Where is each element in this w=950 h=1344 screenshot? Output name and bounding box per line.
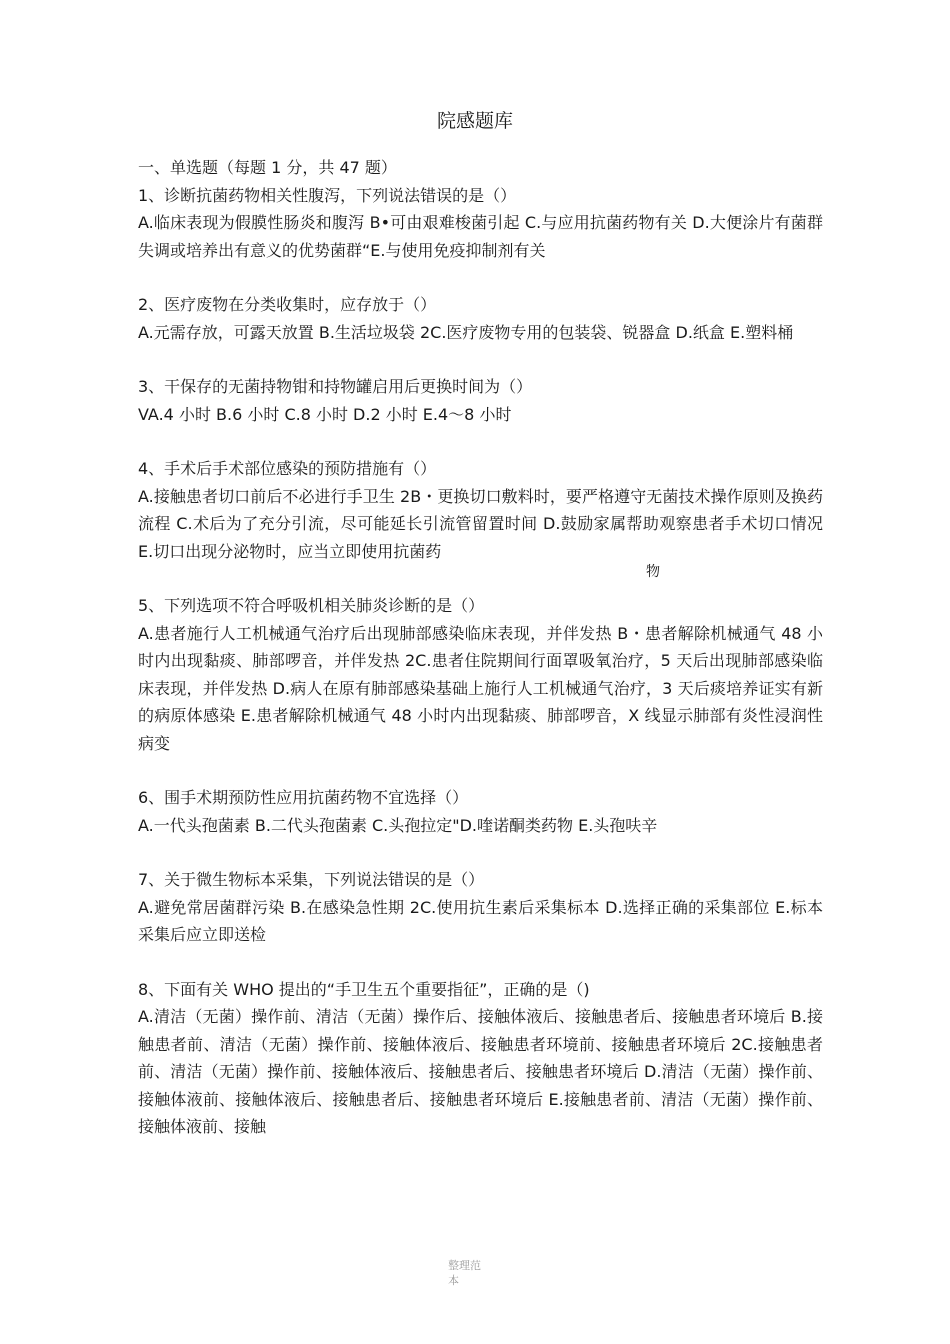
question-options: A.元需存放，可露天放置 B.生活垃圾袋 2C.医疗废物专用的包装袋、锐器盒 D.纸盒 E.塑料桶 [138,322,794,342]
question-options: A.接触患者切口前后不必进行手卫生 2B・更换切口敷料时，要严格遵守无菌技术操作原则及换药流程 C.术后为了充分引流，尽可能延长引流管留置时间 D.鼓励家属帮助观察患者手术切口情况 E.切口出现分泌物时，应当立即使用抗菌药 [138,486,823,561]
question-5 [138,592,823,757]
question-6 [138,784,823,839]
question-options: VA.4 小时 B.6 小时 C.8 小时 D.2 小时 E.4〜8 小时 [138,404,512,424]
question-stem: 7、关于微生物标本采集，下列说法错误的是（） [138,870,485,889]
document-body [138,154,823,1168]
question-options: A.清洁（无菌）操作前、清洁（无菌）操作后、接触体液后、接触患者后、接触患者环境后 B.接触患者前、清洁（无菌）操作前、接触体液后、接触患者环境前、接触患者环境后 2C.接触患者前、清洁（无菌）操作前、接触体液后、接触患者后、接触患者环境后 D.清洁（无菌）操作前、接触体液前、接触体液后、接触患者后、接触患者环境后 E.接触患者前、清洁（无菌）操作前、接触体液前、接触 [138,1007,823,1136]
page-footer: 整理范本 [448,1259,481,1287]
question-stem: 5、下列选项不符合呼吸机相关肺炎诊断的是（） [138,596,485,615]
document-title: 院感题库 [436,110,513,132]
question-stem: 1、诊断抗菌药物相关性腹泻，下列说法错误的是（） [138,185,517,205]
question-8 [138,976,823,1141]
question-2 [138,291,823,346]
question-options: A.一代头孢菌素 B.二代头孢菌素 C.头孢拉定"D.喹诺酮类药物 E.头孢呋辛 [138,815,658,835]
question-stem: 2、医疗废物在分类收集时，应存放于（） [138,295,437,314]
question-4 [138,455,823,565]
question-7 [138,866,823,949]
question-options: A.临床表现为假膜性肠炎和腹泻 B•可由艰难梭菌引起 C.与应用抗菌药物有关 D.大便涂片有菌群失调或培养出有意义的优势菌群“E.与使用免疫抑制剂有关 [138,213,823,260]
question-stem: 4、手术后手术部位感染的预防措施有（） [138,459,437,478]
question-stem: 6、围手术期预防性应用抗菌药物不宜选择（） [138,788,469,807]
question-options: A.患者施行人工机械通气治疗后出现肺部感染临床表现，并伴发热 B・患者解除机械通气 48 小时内出现黏痰、肺部啰音，并伴发热 2C.患者住院期间行面罩吸氧治疗，5 天后出现肺部感染临床表现，并伴发热 D.病人在原有肺部感染基础上施行人工机械通气治疗，3 天后痰培养证实有新的病原体感染 E.患者解除机械通气 48 小时内出现黏痰、肺部啰音，X 线显示肺部有炎性浸润性病变 [138,623,823,753]
question-1 [138,182,823,265]
stray-character: 物 [646,564,660,580]
question-3 [138,373,823,428]
question-options: A.避免常居菌群污染 B.在感染急性期 2C.使用抗生素后采集标本 D.选择正确的采集部位 E.标本采集后应立即送检 [138,897,823,944]
question-stem: 3、干保存的无菌持物钳和持物罐启用后更换时间为（） [138,377,533,396]
question-stem: 8、下面有关 WHO 提出的“手卫生五个重要指征”，正确的是（) [138,979,590,999]
section-header: 一、单选题（每题 1 分，共 47 题） [138,158,397,177]
